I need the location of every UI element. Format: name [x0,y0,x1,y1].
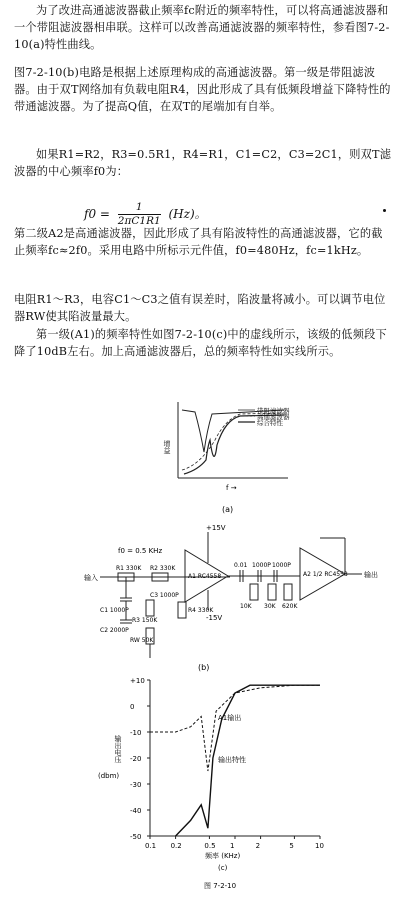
paragraph-3: 如果R1=R2，R3=0.5R1，R4=R1，C1=C2，C3=2C1，则双T滤波器的中心频率f0为： [14,148,392,179]
x-tick-label-4: 2 [255,842,261,850]
circuit-op1: A1 RC4558 [188,573,222,580]
figure-a-x-label: f → [226,484,237,492]
circuit-f0: f0 = 0.5 KHz [118,547,163,555]
resistor-r3 [146,600,154,616]
paragraph-4: 第二级A2是高通滤波器，因此形成了具有陷波特性的高通滤波器，它的截止频率fc≈2f0。采用电路中所标示元件值，f0=480Hz，fc=1kHz。 [14,227,383,258]
circuit-op2: A2 1/2 RC4558 [303,571,348,578]
circuit-c-c: 1000P [272,562,291,569]
x-tick-label-1: 0.2 [170,842,182,850]
figure-c-caption: (c) [218,864,228,872]
y-tick-label-3: -20 [130,755,142,763]
circuit-supply-neg: -15V [206,614,223,622]
circuit-r4: R4 330K [188,607,214,614]
figure-a-caption: (a) [222,505,234,514]
circuit-input: 输入 [84,574,98,582]
circuit-output: 输出 [364,571,378,579]
y-tick-label-5: -40 [130,807,142,815]
figure-b-caption: (b) [198,663,210,672]
figure-c-label-a1: A1输出 [218,714,242,722]
paragraph-5: 电阻R1～R3，电容C1～C3之值有误差时，陷波量将减小。可以调节电位器RW使其陷波量最大。 [14,293,386,324]
y-tick-label-6: -50 [130,833,142,841]
resistor-r4 [178,602,186,618]
resistor-620k [284,584,292,600]
circuit-r-b: 30K [264,603,276,610]
figure-c-y-unit: (dbm) [98,772,120,780]
paragraph-1: 为了改进高通滤波器截止频率fc附近的频率特性，可以将高通滤波器和一个带阻滤波器相串联。这样可以改善高通滤波器的频率特性，参看图7-2-10(a)特性曲线。 [14,4,390,52]
figure-title: 图 7-2-10 [204,882,237,890]
figure-a-legend-1: 带阻滤波器 [257,407,290,415]
resistor-10k [250,584,258,600]
x-tick-label-5: 5 [289,842,294,850]
figure-a-legend-2: 高通滤波器 [257,413,290,421]
figure-c-x-label: 频率 (KHz) [205,852,241,860]
circuit-r-a: 10K [240,603,252,610]
figure-a-legend-3: 综合特性 [257,419,283,427]
y-tick-label-1: 0 [130,703,135,711]
circuit-r-c: 620K [282,603,298,610]
circuit-c-b: 1000P [252,562,271,569]
resistor-30k [268,584,276,600]
circuit-rw: RW 50K [130,637,154,644]
y-tick-label-4: -30 [130,781,142,789]
figure-c-label-total: 输出特性 [218,756,246,764]
x-tick-label-3: 1 [230,842,235,850]
figure-a-y-label: 增益 [163,440,171,454]
circuit-r1: R1 330K [116,565,142,572]
circuit-r2: R2 330K [150,565,176,572]
center-frequency-formula: f0 = $\frac{1}{2\pi C1R1}$ (Hz)。 [84,201,207,227]
x-tick-label-0: 0.1 [145,842,157,850]
paragraph-2: 图7-2-10(b)电路是根据上述原理构成的高通滤波器。第一级是带阻滤波器。由于双T网络加有负载电阻R4，因此形成了具有低频段增益下降特性的带通滤波器。为了提高Q值，在双T的尾端加有自举。 [14,66,391,114]
circuit-c1: C1 1000P [100,607,129,614]
x-tick-label-2: 0.5 [204,842,216,850]
y-tick-label-0: +10 [130,677,145,685]
figure-c-y-label: 输出电压 [114,735,122,763]
circuit-supply-pos: +15V [206,524,226,532]
x-tick-label-6: 10 [315,842,324,850]
circuit-c-a: 0.01 [234,562,248,569]
paragraph-6: 第一级(A1)的频率特性如图7-2-10(c)中的虚线所示，该级的低频段下降了10dB左右。加上高通滤波器后，总的频率特性如实线所示。 [14,328,387,359]
series-line-1 [176,685,320,836]
circuit-c2: C2 2000P [100,627,129,634]
y-tick-label-2: -10 [130,729,142,737]
circuit-r3: R3 150K [132,617,158,624]
circuit-c3: C3 1000P [150,592,179,599]
